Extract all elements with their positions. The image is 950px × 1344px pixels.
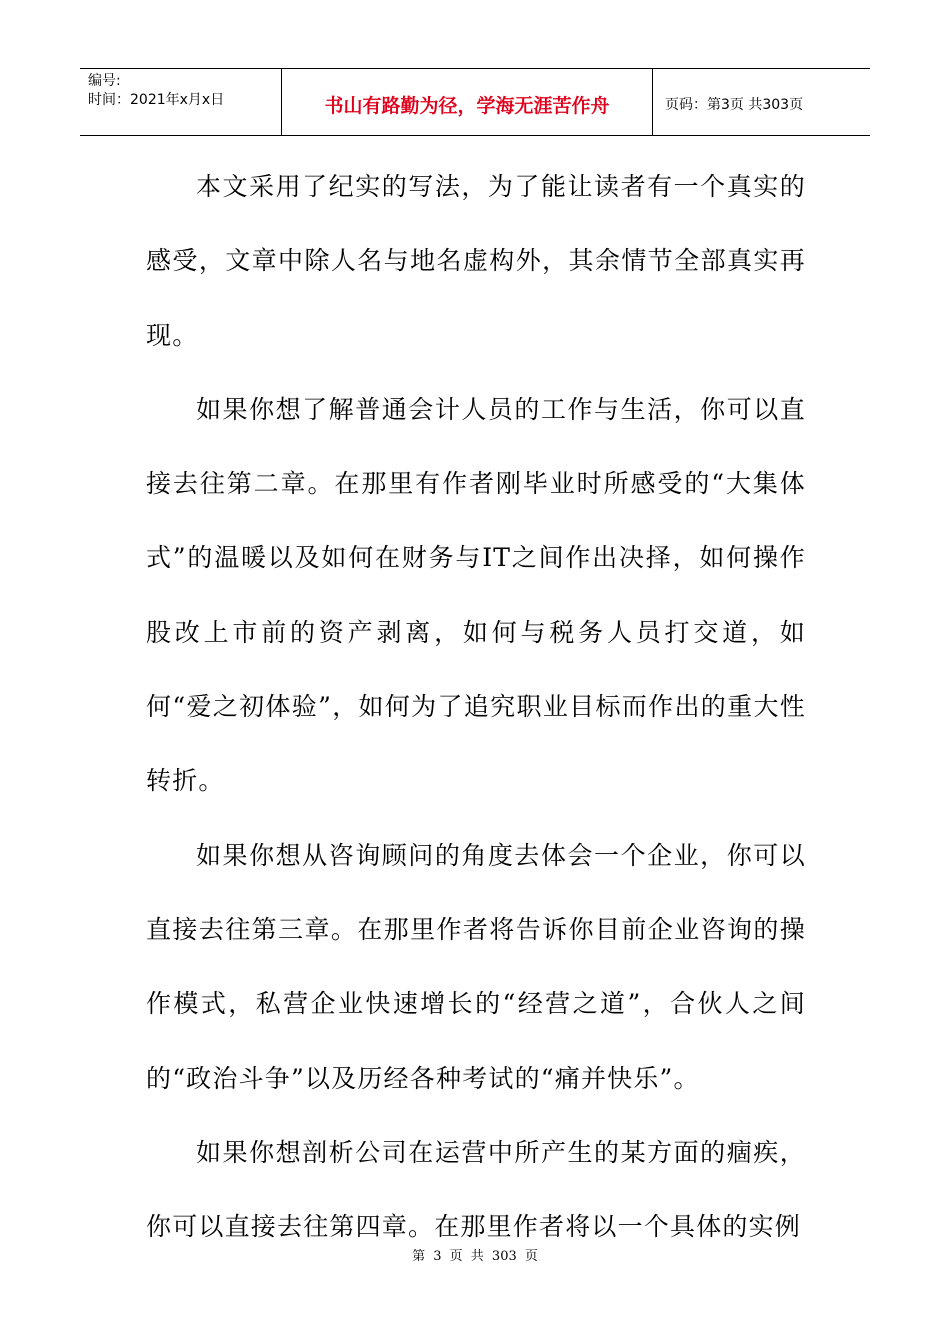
date-line: 时间：2021年x月x日 <box>88 92 225 108</box>
body-paragraph: 如果你想剖析公司在运营中所产生的某方面的痼疾，你可以直接去往第四章。在那里作者将以一个具体的实例 <box>146 1137 806 1242</box>
document-body <box>146 150 806 1264</box>
motto-text: 书山有路勤为径，学海无涯苦作舟 <box>324 94 610 117</box>
page-info-text: 页码：第3页 共303页 <box>665 97 804 113</box>
page-header <box>80 68 870 136</box>
header-page-cell <box>653 69 870 135</box>
header-motto-cell <box>282 69 653 135</box>
footer-page-number: 第 3 页 共 303 页 <box>412 1249 538 1264</box>
body-paragraph: 本文采用了纪实的写法，为了能让读者有一个真实的感受，文章中除人名与地名虚构外，其余情节全部真实再现。 <box>146 172 806 350</box>
body-paragraph: 如果你想从咨询顾问的角度去体会一个企业，你可以直接去往第三章。在那里作者将告诉你目前企业咨询的操作模式，私营企业快速增长的“经营之道”，合伙人之间的“政治斗争”以及历经各种考试的“痛并快乐”。 <box>146 840 806 1093</box>
body-paragraph: 如果你想了解普通会计人员的工作与生活，你可以直接去往第二章。在那里有作者刚毕业时所感受的“大集体式”的温暖以及如何在财务与IT之间作出决择，如何操作股改上市前的资产剥离，如何与税务人员打交道，如何“爱之初体验”，如何为了追究职业目标而作出的重大性转折。 <box>146 394 806 796</box>
doc-number-label: 编号: <box>88 73 121 89</box>
header-meta-cell <box>80 69 282 135</box>
page-footer <box>0 1245 950 1264</box>
